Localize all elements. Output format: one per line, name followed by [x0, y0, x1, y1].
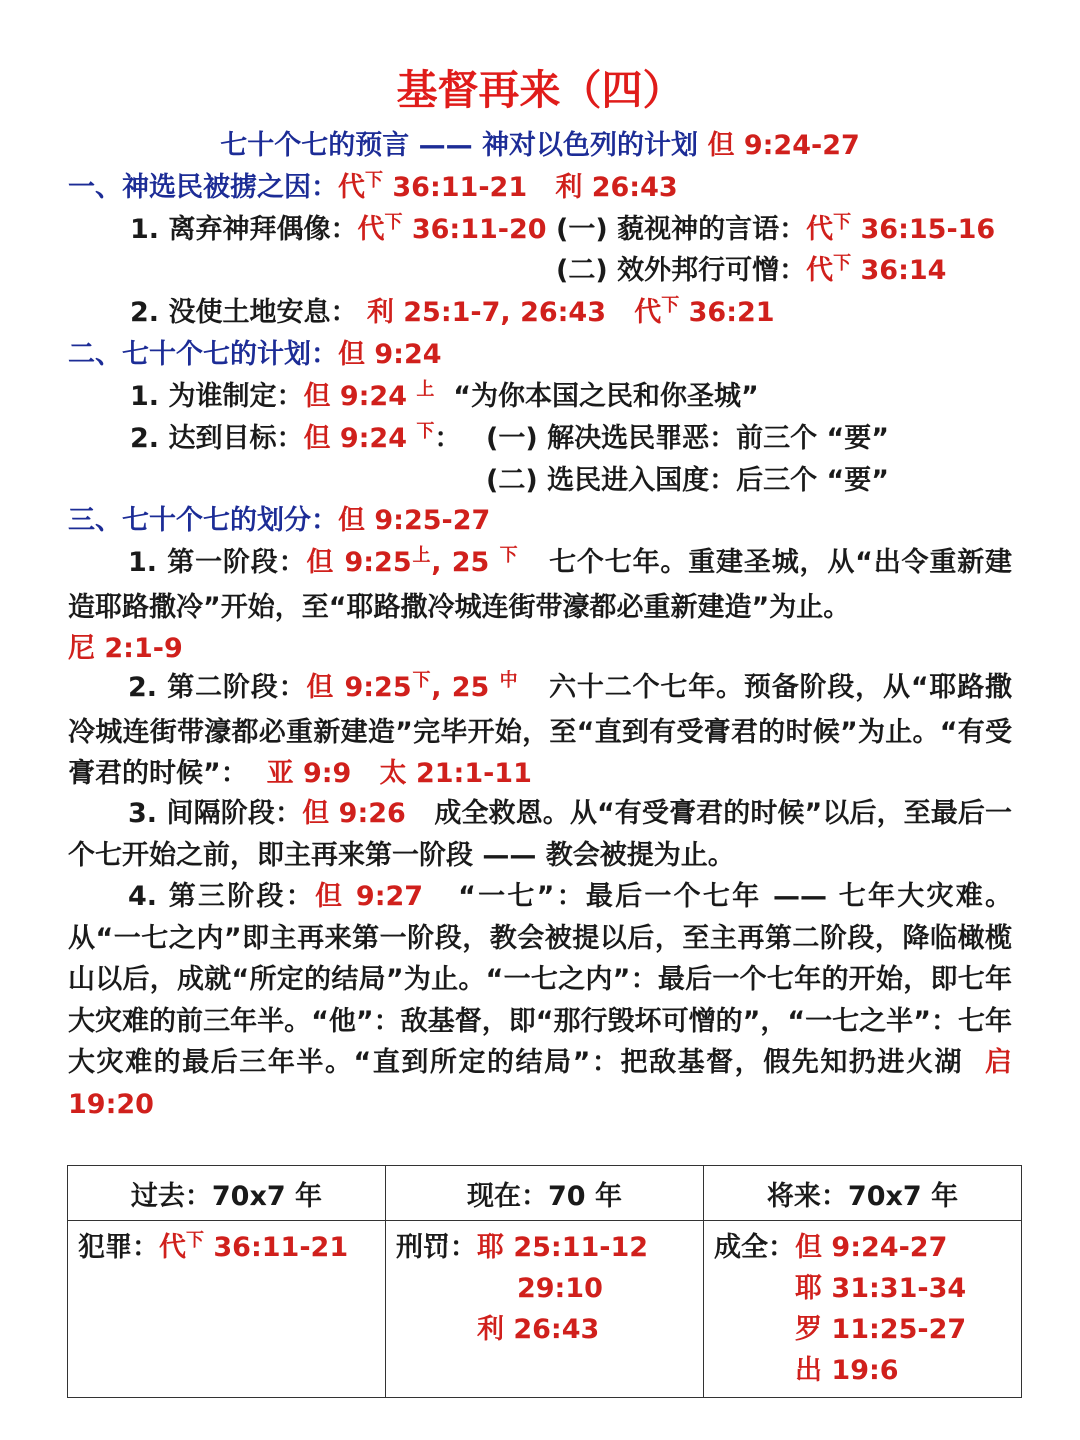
table-row [68, 1221, 1022, 1398]
section1-item2-ref-b: 代$^下$ 36:21 [634, 295, 775, 328]
section1-item2-label: 2. 没使土地安息： [130, 297, 358, 328]
section1-item1-label: 1. 离弃神拜偶像： [130, 214, 358, 245]
stage3-label: 3. 间隔阶段： [128, 798, 303, 829]
section1-item1-sub1-ref: 代$^下$ 36:15-16 [806, 212, 996, 245]
section3-heading-line [68, 500, 490, 541]
stage3-paragraph [68, 793, 1012, 876]
stage4-ref-c: 启 19:20 [68, 1047, 1012, 1120]
stage1-label: 1. 第一阶段： [128, 547, 307, 578]
section1-ref-b: 利 26:43 [555, 172, 678, 203]
table-cell-past [68, 1221, 386, 1398]
past-ref: 代$^下$ 36:11-21 [159, 1230, 349, 1263]
table-cell-present [385, 1221, 703, 1398]
section2-ref: 但 9:24 [338, 339, 442, 370]
subtitle-text: 七十个七的预言 —— 神对以色列的计划 [220, 130, 699, 161]
section2-item2-sub2: (二) 选民进入国度：后三个 “要” [486, 465, 889, 496]
section3-heading: 三、七十个七的划分： [68, 505, 338, 536]
stage4-ref: 但 9:27 [315, 881, 424, 912]
stage1-ref-c: 尼 2:1-9 [68, 633, 183, 664]
present-ref-2: 29:10 [516, 1273, 603, 1304]
section2-heading: 二、七十个七的计划： [68, 339, 338, 370]
stage2-label: 2. 第二阶段： [128, 672, 307, 703]
stage2-ref: 但 $9:25^下$, 25 $^中$ [306, 670, 519, 703]
future-refs [795, 1227, 966, 1391]
future-ref-3: 罗 11:25-27 [795, 1314, 967, 1345]
stage1-text: 七个七年。重建圣城，从“出令重新建造耶路撒冷”开始，至“耶路撒冷城连街带濠都必重新建造”为止。 [68, 547, 1013, 623]
section1-item2-ref-a: 利 25:1-7, 26:43 [366, 297, 607, 328]
stage1-paragraph [68, 542, 1012, 670]
section2-heading-line [68, 334, 442, 375]
section2-item1-quote: “为你本国之民和你圣城” [453, 381, 759, 412]
section2-item1-ref: 但 9:24 $^上$ [303, 379, 435, 412]
section1-item1-sub2-ref: 代$^下$ 36:14 [806, 253, 947, 286]
summary-table [67, 1165, 1022, 1398]
stage2-ref-d: 太 21:1-11 [379, 758, 532, 789]
stage2-ref-c: 亚 9:9 [266, 758, 352, 789]
stage1-ref: 但 $9:25^上$, 25 $^下$ [306, 545, 519, 578]
table-header-present: 现在：70 年 [385, 1166, 703, 1221]
section2-item1 [130, 376, 759, 420]
present-label: 刑罚： [395, 1232, 477, 1263]
stage2-text: 六十二个七年。预备阶段，从“耶路撒冷城连街带濠都必重新建造”完毕开始，至“直到有受膏君的时候”为止。“有受膏君的时候”： [68, 672, 1013, 789]
section1-item1 [130, 209, 547, 253]
stage3-ref: 但 9:26 [302, 798, 406, 829]
page-title: 基督再来（四） [396, 66, 684, 114]
future-label: 成全： [714, 1232, 796, 1263]
stage4-label: 4. 第三阶段： [128, 881, 315, 912]
future-ref-1: 但 9:24-27 [795, 1232, 948, 1263]
section3-ref: 但 9:25-27 [338, 505, 491, 536]
subtitle [0, 125, 1080, 166]
section2-item2-sub1: (一) 解决选民罪恶：前三个 “要” [486, 423, 889, 454]
section1-item1-ref: 代$^下$ 36:11-20 [357, 212, 547, 245]
section1-item1-sub1 [556, 209, 995, 253]
stage2-paragraph [68, 667, 1012, 795]
table-header-past: 过去：70x7 年 [68, 1166, 386, 1221]
present-ref-1: 耶 25:11-12 [476, 1232, 649, 1263]
section2-item1-label: 1. 为谁制定： [130, 381, 304, 412]
section1-heading: 一、神选民被掳之因： [68, 172, 338, 203]
section1-heading-line [68, 167, 678, 211]
present-refs [477, 1227, 648, 1350]
section1-item1-sub2 [556, 250, 946, 294]
section1-ref-a: 代$^下$ 36:11-21 [338, 170, 528, 203]
section2-item2-ref: 但 9:24 $^下$ [303, 421, 435, 454]
future-ref-2: 耶 31:31-34 [795, 1273, 967, 1304]
stage3-text: 成全救恩。从“有受膏君的时候”以后，至最后一个七开始之前，即主再来第一阶段 —— 教会被提为止。 [68, 798, 1012, 871]
section1-item2 [130, 292, 775, 336]
stage4-paragraph [68, 876, 1012, 1125]
stage4-text: “一七”：最后一个七年 —— 七年大灾难。从“一七之内”即主再来第一阶段，教会被提以后，至主再第二阶段，降临橄榄山以后，成就“所定的结局”为止。“一七之内”：最后一个七年的开始，即七年大灾难的前三年半。“他”：敌基督，即“那行毁坏可憎的”，“一七之半”：七年大灾难的最后三年半。“直到所定的结局”：把敌基督，假先知扔进火湖 [68, 881, 1012, 1078]
section2-item2-label: 2. 达到目标： [130, 423, 304, 454]
table-cell-future [704, 1221, 1022, 1398]
section1-item1-sub1-label: (一) 藐视神的言语： [556, 214, 807, 245]
table-header-future: 将来：70x7 年 [704, 1166, 1022, 1221]
future-ref-4: 出 19:6 [795, 1355, 899, 1386]
present-ref-3: 利 26:43 [476, 1314, 600, 1345]
table-header-row [68, 1166, 1022, 1221]
section1-item1-sub2-label: (二) 效外邦行可憎： [556, 255, 807, 286]
past-label: 犯罪： [78, 1232, 159, 1263]
section2-item2: 2. 达到目标：但 9:24 $^下$： [130, 421, 462, 454]
subtitle-ref: 但 9:24-27 [707, 130, 860, 161]
